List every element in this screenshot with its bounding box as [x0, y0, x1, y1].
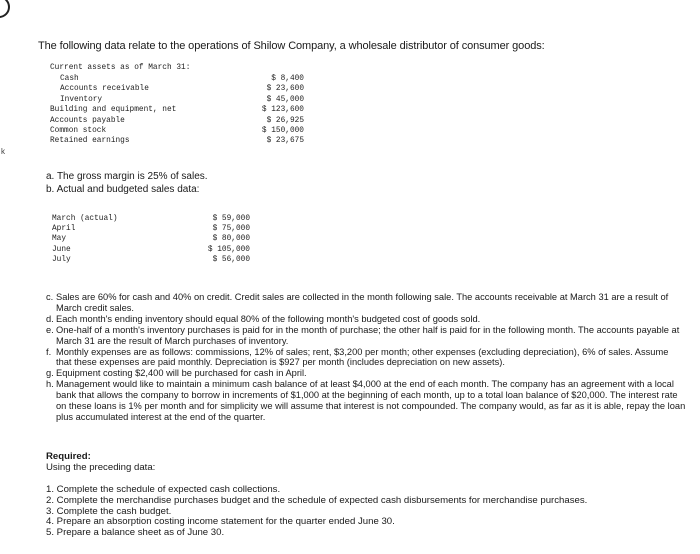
note-letter: h. — [46, 379, 54, 390]
task-list — [46, 485, 587, 539]
assets-row-value: $ 23,675 — [266, 137, 304, 146]
assets-row-value: $ 8,400 — [271, 75, 304, 83]
note-text: Sales are 60% for cash and 40% on credit. Credit sales are collected in the month following sale. The accounts receivable at March 31 are a result of March credit sales. — [56, 292, 669, 313]
task-item: 2. Complete the merchandise purchases budget and the schedule of expected cash disbursements for merchandise purchases. — [46, 494, 588, 506]
item-b: b. Actual and budgeted sales data: — [46, 183, 200, 195]
sales-table-values — [200, 214, 250, 265]
assets-row-value: $ 23,600 — [266, 85, 304, 94]
required-subheading: Using the preceding data: — [46, 462, 156, 474]
note-item — [46, 347, 686, 369]
assets-row-value: $ 26,925 — [266, 116, 304, 125]
note-item — [46, 368, 686, 379]
notes-list — [46, 292, 686, 423]
note-text: One-half of a month's inventory purchases is paid for in the month of purchase; the other half is paid for in the following month. The accounts payable at March 31 are the result of March purchases of inventory. — [56, 324, 680, 346]
task-item: 4. Prepare an absorption costing income statement for the quarter ended June 30. — [46, 516, 395, 528]
assets-row-label: Accounts receivable — [60, 85, 149, 94]
note-text: Management would like to maintain a minimum cash balance of at least $4,000 at the end of each month. The company has an agreement with a local bank that allows the company to borrow in increments of $1,000 at the beginning of each month, up to a total loan balance of $20,000. The interest rate on these loans is 1% per month and for simplicity we will assume that interest is not compounded. The company would, as far as it is able, repay the loan plus accumulated interest at the end of the quarter. — [56, 379, 686, 422]
note-letter: g. — [46, 368, 54, 379]
note-text: Monthly expenses are as follows: commissions, 12% of sales; rent, $3,200 per month; other expenses (excluding depreciation), 6% of sales. Assume that these expenses are paid monthly. Depreciation is $927 per month (includes depreciation on new assets). — [56, 346, 669, 368]
assets-table-caption: Current assets as of March 31: — [50, 64, 191, 72]
sales-row-label: June — [52, 245, 71, 254]
assets-table-labels — [50, 74, 230, 147]
sales-row-value: $ 59,000 — [212, 215, 250, 223]
intro-text: The following data relate to the operations of Shilow Company, a wholesale distributor of consumer goods: — [38, 40, 545, 52]
assets-row-value: $ 45,000 — [266, 95, 304, 104]
note-text: Each month's ending inventory should equal 80% of the following month's budgeted cost of goods sold. — [56, 313, 481, 324]
note-item — [46, 325, 686, 347]
side-mark: k — [1, 147, 5, 156]
note-letter: d. — [46, 313, 54, 324]
sales-row-value: $ 80,000 — [212, 235, 250, 244]
assets-row-label: Accounts payable — [50, 116, 125, 125]
required-heading: Required: — [46, 451, 91, 462]
note-item — [46, 292, 686, 314]
sales-row-value: $ 56,000 — [212, 255, 250, 264]
task-item: 5. Prepare a balance sheet as of June 30. — [46, 527, 225, 539]
items-a-b — [46, 171, 208, 196]
required-section — [46, 451, 155, 474]
sales-row-value: $ 105,000 — [207, 245, 250, 254]
assets-row-label: Common stock — [50, 126, 107, 135]
assets-row-value: $ 123,600 — [261, 106, 304, 115]
sales-row-label: April — [52, 225, 76, 234]
note-item — [46, 314, 686, 325]
assets-row-value: $ 150,000 — [261, 126, 304, 135]
assets-row-label: Building and equipment, net — [50, 106, 177, 115]
note-letter: e. — [46, 324, 54, 335]
edge-bracket-mark — [0, 0, 10, 18]
assets-table-values — [252, 74, 304, 147]
item-a: a. The gross margin is 25% of sales. — [46, 171, 208, 182]
task-item: 1. Complete the schedule of expected cash collections. — [46, 484, 281, 495]
note-letter: f. — [46, 346, 52, 357]
note-item — [46, 379, 686, 423]
sales-row-label: March (actual) — [52, 215, 118, 223]
sales-table-labels — [52, 214, 152, 265]
sales-row-label: July — [52, 255, 71, 264]
note-letter: c. — [46, 292, 54, 302]
task-item: 3. Complete the cash budget. — [46, 505, 172, 517]
sales-row-value: $ 75,000 — [212, 225, 250, 234]
assets-row-label: Inventory — [60, 95, 103, 104]
sales-row-label: May — [52, 235, 67, 244]
assets-row-label: Retained earnings — [50, 137, 130, 146]
note-text: Equipment costing $2,400 will be purchased for cash in April. — [56, 368, 307, 379]
assets-row-label: Cash — [60, 75, 79, 83]
